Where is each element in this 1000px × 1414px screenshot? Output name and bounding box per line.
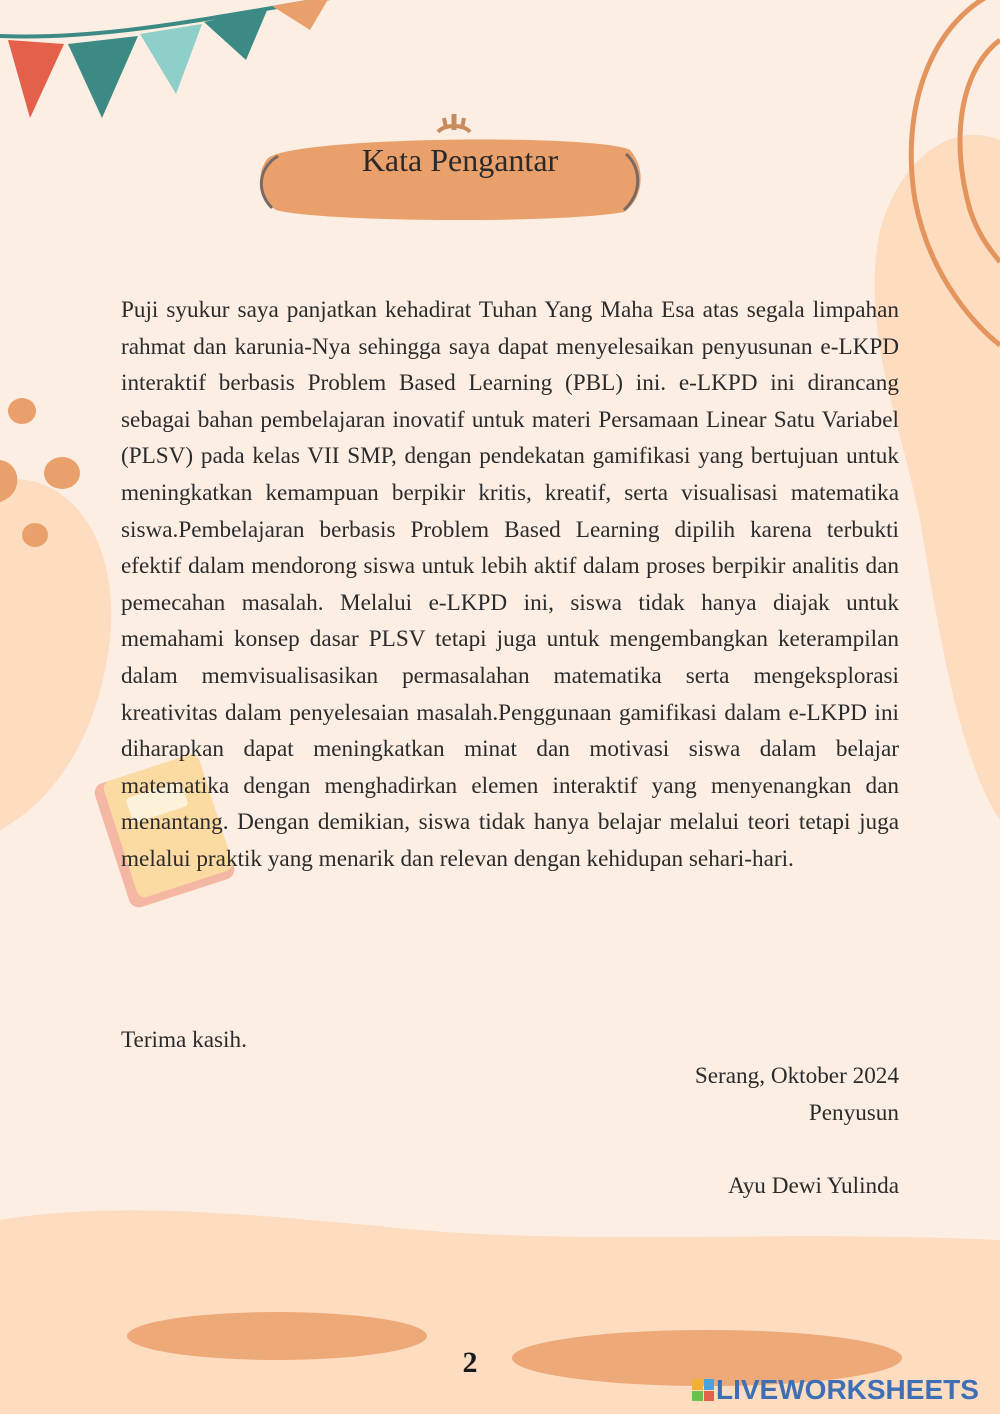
closing-text: Terima kasih. [121, 1027, 247, 1053]
title-banner [258, 128, 640, 220]
author-role: Penyusun [808, 1100, 899, 1126]
flag-light-teal [140, 24, 202, 94]
flag-teal [68, 36, 138, 118]
place-date: Serang, Oktober 2024 [694, 1063, 899, 1089]
author-name: Ayu Dewi Yulinda [728, 1173, 899, 1199]
left-blob [0, 479, 111, 830]
watermark-text: LIVEWORKSHEETS [716, 1374, 979, 1405]
liveworksheets-logo-icon [692, 1379, 714, 1401]
bottom-ellipse-left [127, 1312, 427, 1360]
left-dot-1 [8, 398, 36, 424]
flag-red [8, 40, 64, 118]
left-dot-3 [22, 523, 48, 547]
liveworksheets-watermark [692, 1373, 979, 1407]
page-title: Kata Pengantar [361, 142, 559, 178]
body-paragraph: Puji syukur saya panjatkan kehadirat Tuhan Yang Maha Esa atas segala limpahan rahmat dan karunia-Nya sehingga saya dapat menyelesaikan penyusunan e-LKPD interaktif berbasis Problem Based Learning (PBL) ini. e-LKPD ini dirancang sebagai bahan pembelajaran inovatif untuk materi Persamaan Linear Satu Variabel (PLSV) pada kelas VII SMP, dengan pendekatan gamifikasi yang bertujuan untuk meningkatkan kemampuan berpikir kritis, kreatif, serta visualisasi matematika siswa.Pembelajaran berbasis Problem Based Learning dipilih karena terbukti efektif dalam mendorong siswa untuk lebih aktif dalam proses berpikir analitis dan pemecahan masalah. Melalui e-LKPD ini, siswa tidak hanya diajak untuk memahami konsep dasar PLSV tetapi juga untuk mengembangkan keterampilan dalam memvisualisasikan permasalahan matematika serta mengeksplorasi kreativitas dalam penyelesaian masalah.Penggunaan gamifikasi dalam e-LKPD ini diharapkan dapat meningkatkan minat dan motivasi siswa dalam belajar matematika dengan menghadirkan elemen interaktif yang menyenangkan dan menantang. Dengan demikian, siswa tidak hanya belajar melalui teori tetapi juga melalui praktik yang menarik dan relevan dengan kehidupan sehari-hari. [121, 297, 899, 872]
page-number: 2 [462, 1346, 478, 1379]
flag-orange [272, 0, 330, 30]
left-dot-2 [44, 457, 80, 489]
